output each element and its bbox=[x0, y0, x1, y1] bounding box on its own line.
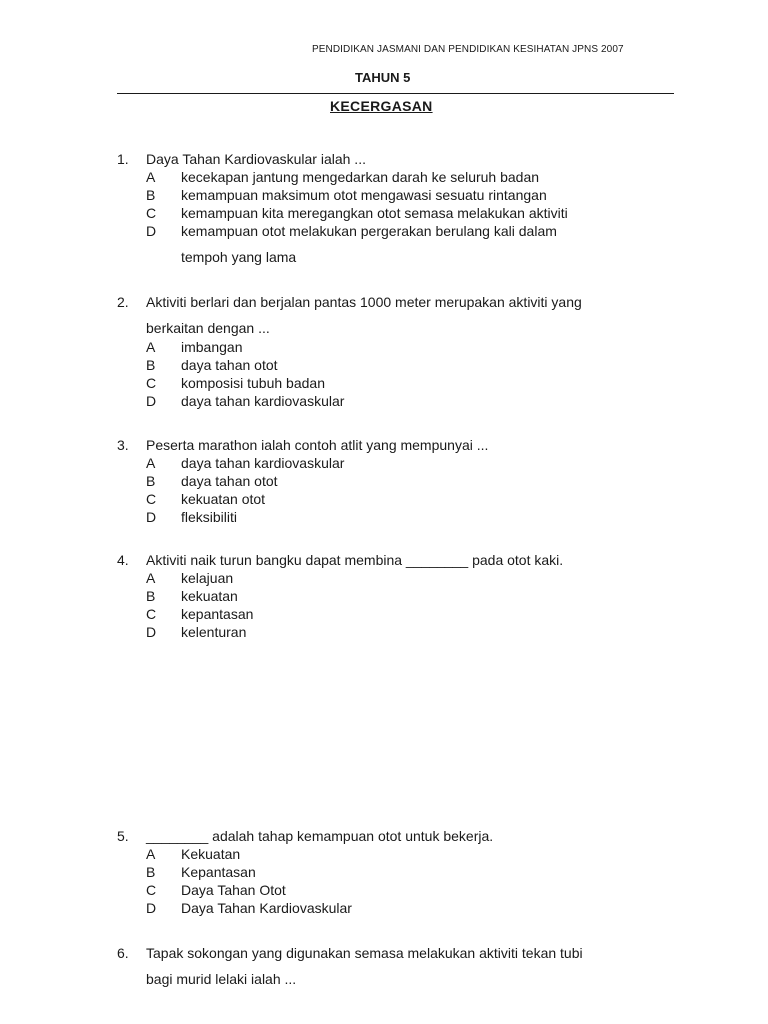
option-letter: B bbox=[146, 357, 156, 373]
question-text-continued: bagi murid lelaki ialah ... bbox=[146, 971, 297, 987]
question-text: Aktiviti naik turun bangku dapat membina ________ pada otot kaki. bbox=[146, 552, 564, 568]
option-letter: D bbox=[146, 509, 157, 525]
option-letter: A bbox=[146, 846, 156, 862]
option-text: Kepantasan bbox=[181, 864, 256, 880]
option-letter: B bbox=[146, 864, 156, 880]
option-text: komposisi tubuh badan bbox=[181, 375, 325, 391]
option-letter: D bbox=[146, 223, 157, 239]
option-letter: B bbox=[146, 187, 156, 203]
option-text: kekuatan bbox=[181, 588, 238, 604]
option-text-continued: tempoh yang lama bbox=[181, 249, 297, 265]
option-letter: A bbox=[146, 455, 156, 471]
option-letter: D bbox=[146, 624, 157, 640]
option-letter: C bbox=[146, 375, 157, 391]
option-text: Kekuatan bbox=[181, 846, 241, 862]
option-text: imbangan bbox=[181, 339, 243, 355]
question-number: 6. bbox=[117, 945, 129, 961]
option-text: Daya Tahan Kardiovaskular bbox=[181, 900, 352, 916]
page-header: PENDIDIKAN JASMANI DAN PENDIDIKAN KESIHATAN JPNS 2007 bbox=[312, 44, 624, 55]
question-text: ________ adalah tahap kemampuan otot untuk bekerja. bbox=[146, 828, 494, 844]
option-text: kekuatan otot bbox=[181, 491, 266, 507]
year-label: TAHUN 5 bbox=[355, 70, 411, 85]
question-text: Aktiviti berlari dan berjalan pantas 1000 meter merupakan aktiviti yang bbox=[146, 294, 582, 310]
option-text: kemampuan maksimum otot mengawasi sesuatu rintangan bbox=[181, 187, 547, 203]
question-text: Tapak sokongan yang digunakan semasa melakukan aktiviti tekan tubi bbox=[146, 945, 583, 961]
question-number: 4. bbox=[117, 552, 129, 568]
question-number: 1. bbox=[117, 151, 129, 167]
option-letter: C bbox=[146, 606, 157, 622]
option-letter: A bbox=[146, 339, 156, 355]
option-letter: A bbox=[146, 570, 156, 586]
option-letter: C bbox=[146, 491, 157, 507]
option-letter: C bbox=[146, 882, 157, 898]
option-letter: A bbox=[146, 169, 156, 185]
option-text: daya tahan kardiovaskular bbox=[181, 393, 345, 409]
option-text: kecekapan jantung mengedarkan darah ke seluruh badan bbox=[181, 169, 540, 185]
question-number: 3. bbox=[117, 437, 129, 453]
option-text: kepantasan bbox=[181, 606, 254, 622]
header-rule bbox=[117, 93, 674, 94]
question-number: 5. bbox=[117, 828, 129, 844]
option-text: kemampuan otot melakukan pergerakan berulang kali dalam bbox=[181, 223, 557, 239]
option-text: kemampuan kita meregangkan otot semasa melakukan aktiviti bbox=[181, 205, 568, 221]
section-title: KECERGASAN bbox=[330, 98, 433, 114]
option-text: daya tahan otot bbox=[181, 357, 278, 373]
option-letter: D bbox=[146, 900, 157, 916]
option-text: fleksibiliti bbox=[181, 509, 238, 525]
option-letter: B bbox=[146, 473, 156, 489]
question-text: Daya Tahan Kardiovaskular ialah ... bbox=[146, 151, 366, 167]
question-number: 2. bbox=[117, 294, 129, 310]
option-text: kelajuan bbox=[181, 570, 234, 586]
option-letter: D bbox=[146, 393, 157, 409]
option-text: daya tahan kardiovaskular bbox=[181, 455, 345, 471]
option-text: kelenturan bbox=[181, 624, 247, 640]
question-text: Peserta marathon ialah contoh atlit yang mempunyai ... bbox=[146, 437, 489, 453]
option-letter: B bbox=[146, 588, 156, 604]
option-text: Daya Tahan Otot bbox=[181, 882, 286, 898]
question-text-continued: berkaitan dengan ... bbox=[146, 320, 270, 336]
option-letter: C bbox=[146, 205, 157, 221]
option-text: daya tahan otot bbox=[181, 473, 278, 489]
